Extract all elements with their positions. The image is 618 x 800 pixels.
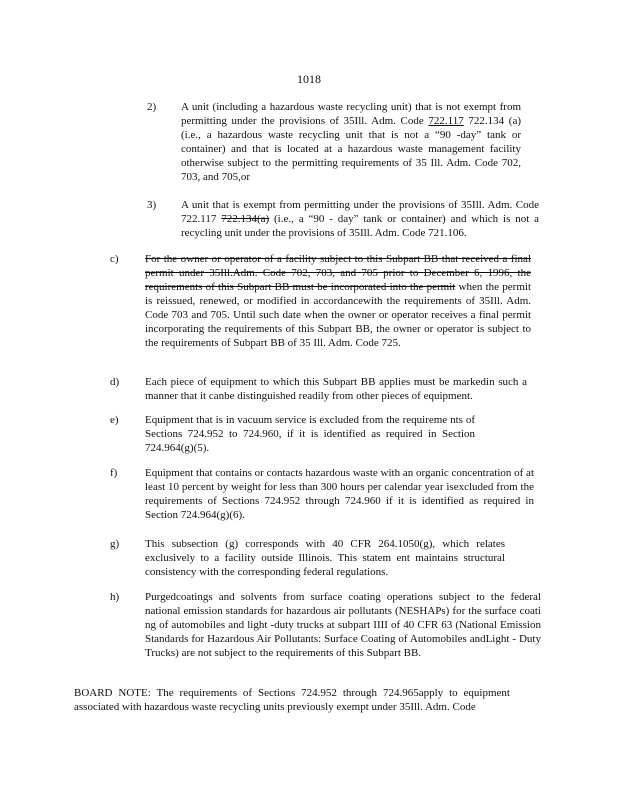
item-text: Equipment that is in vacuum service is excluded from the requireme nts of Sections 724.952 to 724.960, if it is identified as required in Section 724.964(g)(5). (145, 414, 475, 454)
item-label: f) (110, 467, 118, 479)
sub-item-text-part: 722.134 (a) (i.e., a hazardous waste recycling unit that is not a “90 -day” tank or container) and that is located at a hazardous waste management facility otherwise subject to the permitting requirements of 35 Ill. Adm. Code 702, 703, and 705,or (181, 115, 521, 183)
deleted-text: For the owner or operator of a facility subject to this Subpart BB that received a final permit under 35Ill.Adm. Code 702, 703, and 705 prior to December 6, 1996, the requirements of this Subpart BB must be incorporated into the permit (145, 253, 531, 293)
deleted-text: 722.134(a) (221, 213, 270, 225)
sub-item-label: 2) (147, 101, 157, 113)
page-number: 1018 (297, 72, 321, 86)
item-label: e) (110, 414, 119, 426)
item-text-part: when the permit is reissued, renewed, or modified in accordancewith the requirements of 35Ill. Adm. Code 703 and 705. Until such date when the owner or operator receives a final permit incorporating the requirements of this Subpart BB, the owner or operator is subject to the requirements of Subpart BB of 35 Ill. Adm. Code 725. (145, 281, 532, 349)
sub-item-text-part: (i.e., a “90 - day” tank or container) and which is not a recycling unit under the provisions of 35Ill. Adm. Code 721.106. (181, 213, 539, 239)
sub-item-label: 3) (147, 199, 157, 211)
item-label: d) (110, 376, 120, 388)
item-label: g) (110, 538, 120, 550)
sub-item-text (181, 100, 521, 184)
sub-item-text (181, 198, 539, 240)
inserted-text: 722.117 (428, 115, 464, 127)
sub-item-text-part: A unit that is exempt from permitting under the provisions of 35Ill. Adm. Code 722.117 (181, 199, 539, 225)
item-text: Each piece of equipment to which this Subpart BB applies must be markedin such a manner that it canbe distinguished readily from other pieces of equipment. (145, 376, 527, 402)
item-text: Equipment that contains or contacts hazardous waste with an organic concentration of at least 10 percent by weight for less than 300 hours per calendar year isexcluded from the requirements of Sections 724.952 through 724.960 if it is identified as required in Section 724.964(g)(6). (145, 467, 534, 521)
board-note: BOARD NOTE: The requirements of Sections 724.952 through 724.965apply to equipment associated with hazardous waste recycling units previously exempt under 35Ill. Adm. Code (74, 687, 510, 713)
item-label: c) (110, 253, 119, 265)
item-text: Purgedcoatings and solvents from surface coating operations subject to the federal national emission standards for hazardous air pollutants (NESHAPs) for the surface coati ng of automobiles and light -duty trucks at subpart IIII of 40 CFR 63 (National Emission Standards for Hazardous Air Pollutants: Surface Coating of Automobiles andLight - Duty Trucks) are not subject to the requirements of this Subpart BB. (145, 591, 541, 659)
sub-item-text-part: A unit (including a hazardous waste recycling unit) that is not exempt from permitting under the provisions of 35Ill. Adm. Code (181, 101, 521, 127)
item-text (145, 252, 531, 350)
item-label: h) (110, 591, 120, 603)
item-text: This subsection (g) corresponds with 40 CFR 264.1050(g), which relates exclusively to a facility outside Illinois. This statem ent maintains structural consistency with the corresponding federal regulations. (145, 538, 505, 578)
